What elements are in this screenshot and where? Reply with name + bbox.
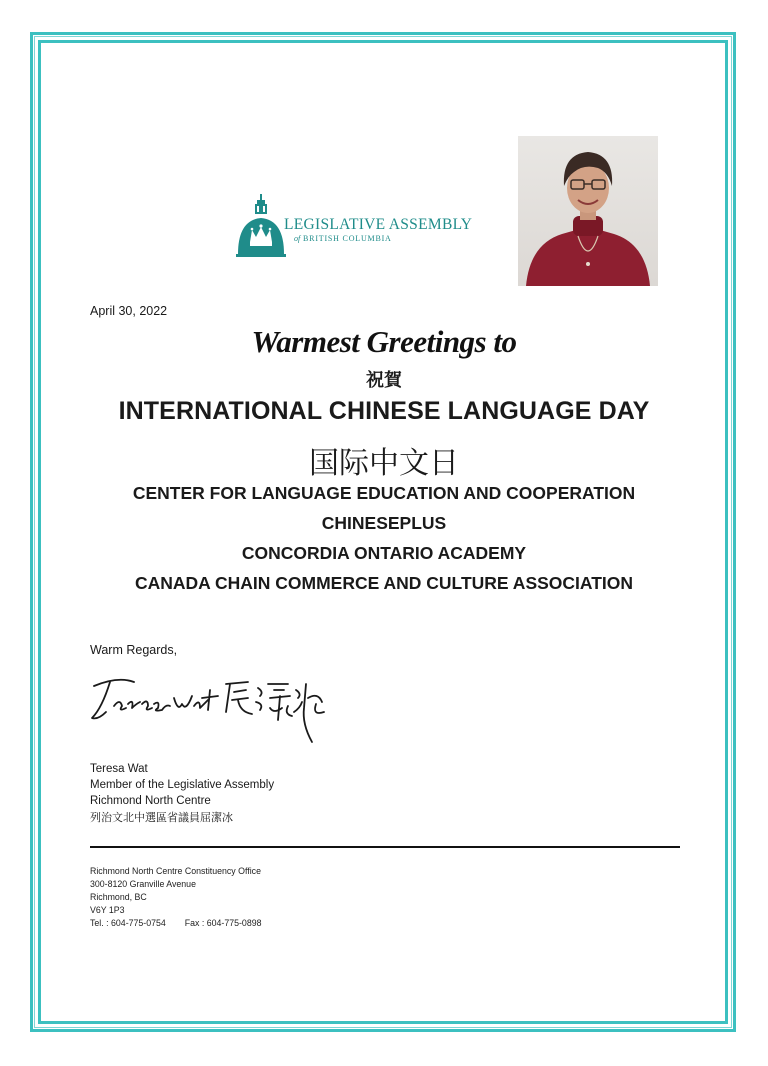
logo-title: LEGISLATIVE ASSEMBLY xyxy=(284,216,473,233)
office-address-line1: 300-8120 Granville Avenue xyxy=(90,879,196,889)
logo-subtitle xyxy=(294,234,392,243)
portrait-photo-icon xyxy=(518,136,658,286)
logo-subtitle-rest: BRITISH COLUMBIA xyxy=(303,234,392,243)
signer-name: Teresa Wat xyxy=(90,763,148,775)
footer-divider xyxy=(90,846,680,848)
event-title: INTERNATIONAL CHINESE LANGUAGE DAY xyxy=(118,397,650,425)
signer-riding: Richmond North Centre xyxy=(90,795,211,807)
signer-role: Member of the Legislative Assembly xyxy=(90,779,275,791)
organization-name: CENTER FOR LANGUAGE EDUCATION AND COOPERATION xyxy=(132,483,636,503)
office-address-line2: Richmond, BC xyxy=(90,892,147,902)
organization-name: CHINESEPLUS xyxy=(321,513,447,533)
handwritten-signature xyxy=(88,668,328,753)
portrait-photo xyxy=(518,136,658,286)
signer-chinese: 列治文北中選區省議員屈潔冰 xyxy=(90,811,233,824)
greeting-chinese: 祝賀 xyxy=(366,370,402,391)
logo-subtitle-of: of xyxy=(294,234,301,243)
signature-icon xyxy=(88,668,328,748)
letter-date: April 30, 2022 xyxy=(90,304,168,318)
event-title-chinese: 国际中文日 xyxy=(309,446,459,481)
office-postal-code: V6Y 1P3 xyxy=(90,905,125,915)
organization-name: CONCORDIA ONTARIO ACADEMY xyxy=(241,543,527,563)
organization-name: CANADA CHAIN COMMERCE AND CULTURE ASSOCIATION xyxy=(134,573,634,593)
office-name: Richmond North Centre Constituency Office xyxy=(90,866,261,876)
office-fax: Fax : 604-775-0898 xyxy=(184,918,262,928)
closing-text: Warm Regards, xyxy=(90,643,178,657)
legislative-assembly-logo xyxy=(234,192,496,262)
dome-crown-icon xyxy=(234,192,290,262)
office-contact xyxy=(90,917,262,930)
office-telephone: Tel. : 604-775-0754 xyxy=(90,918,166,928)
greeting-heading: Warmest Greetings to xyxy=(251,324,517,359)
